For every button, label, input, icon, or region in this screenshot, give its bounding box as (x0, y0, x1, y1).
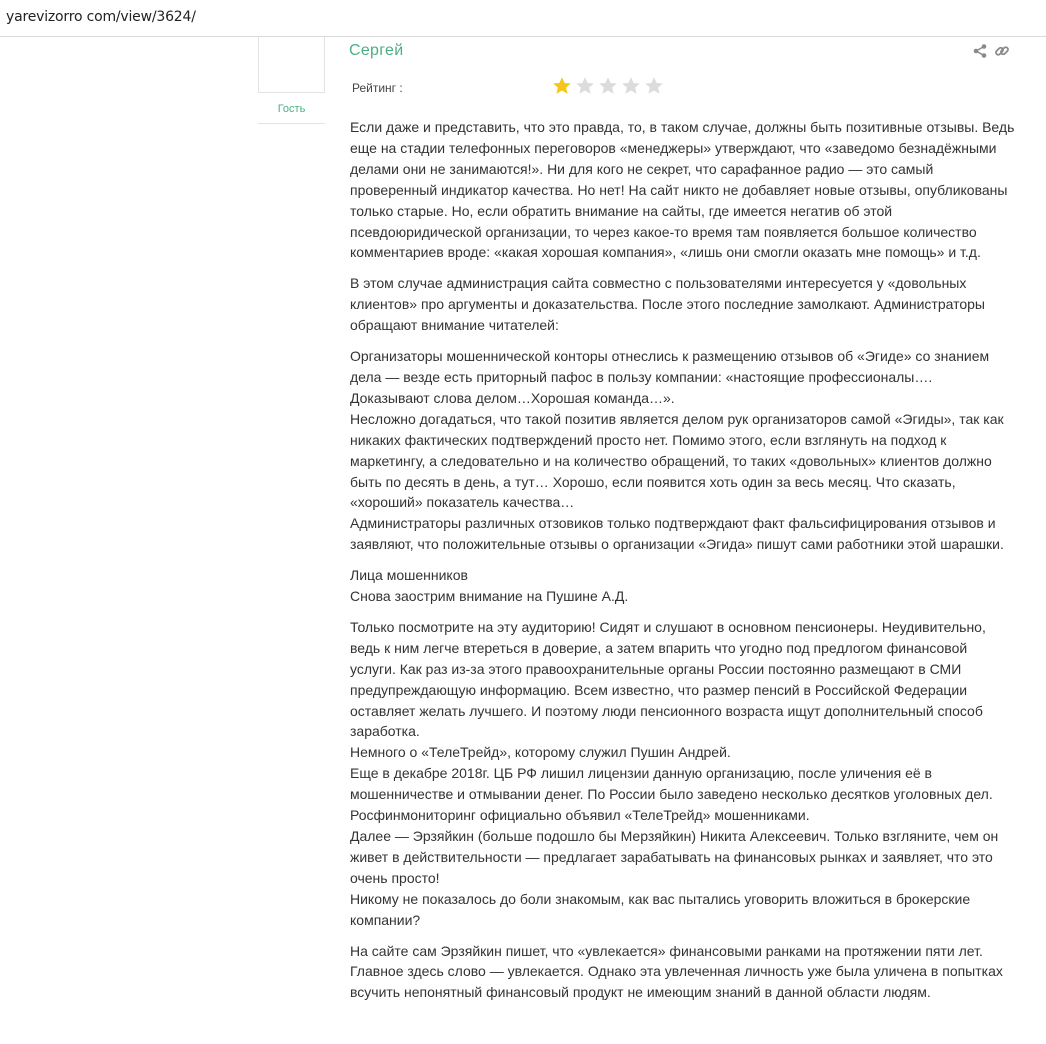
star-filled-icon[interactable] (552, 76, 572, 96)
comment-text-line: Лица мошенников (350, 567, 468, 584)
divider (258, 123, 325, 124)
comment-paragraph (350, 273, 1015, 336)
comment-text-line: Администраторы различных отзовиков только подтверждают факт фальсифицирования отзывов и заявляют, что положительные отзывы о организации «Эгида» пишут сами работники этой шарашки. (350, 515, 1004, 553)
comment-text-line: Снова заострим внимание на Пушине А.Д. (350, 588, 629, 605)
comment-paragraph (350, 617, 1015, 931)
comment-paragraph (350, 117, 1015, 263)
comment-text-line: В этом случае администрация сайта совместно с пользователями интересуется у «довольных клиентов» про аргументы и доказательства. После этого последние замолкают. Администраторы обращают внимание читателей: (350, 275, 985, 334)
comment-text-line: Еще в декабре 2018г. ЦБ РФ лишил лицензии данную организацию, после уличения её в мошенничестве и отмывании денег. По России было заведено несколько десятков уголовных дел. Росфинмониторинг официально объявил «ТелеТрейд» мошенниками. (350, 765, 993, 824)
comment-text-line: Далее — Эрзяйкин (больше подошло бы Мерзяйкин) Никита Алексеевич. Только взгляните, чем он живет в действительности — предлагает зарабатывать на финансовых рынках и заявляет, что это очень просто! (350, 828, 999, 886)
comment-paragraph (350, 346, 1015, 555)
url-text[interactable]: yarevizorro com/view/3624/ (6, 9, 196, 25)
star-empty-icon[interactable] (598, 76, 618, 96)
share-icon[interactable] (972, 43, 988, 59)
address-bar[interactable] (0, 0, 1046, 37)
comment-text-line: На сайте сам Эрзяйкин пишет, что «увлекается» финансовыми ранками на протяжении пяти лет. Главное здесь слово — увлекается. Однако эта увлеченная личность уже была уличена в попытках всучить непонятный финансовый продукт не имеющим знаний в данной области людям. (350, 942, 1003, 1001)
comment-text-line: Немного о «ТелеТрейд», которому служил Пушин Андрей. (350, 744, 731, 761)
comment-paragraph (350, 941, 1015, 1004)
comment-text-line: Только посмотрите на эту аудиторию! Сидят и слушают в основном пенсионеры. Неудивительно, ведь к ним легче втереться в доверие, а затем впарить что угодно под предлогом финансовой услуги. Как раз из-за этого правоохранительные органы России постоянно размещают в СМИ предупреждающую информацию. Всем известно, что размер пенсий в Российской Федерации оставляет желать лучшего. И поэтому люди пенсионного возраста ищут дополнительный способ заработка. (350, 618, 986, 740)
comment-text-line: Если даже и представить, что это правда, то, в таком случае, должны быть позитивные отзывы. Ведь еще на стадии телефонных переговоров «менеджеры» утверждают, что «заведомо безнадёжными делами они не занимаются!». Ни для кого не секрет, что сарафанное радио — это самый проверенный индикатор качества. Но нет! На сайт никто не добавляет новые отзывы, опубликованы только старые. Но, если обратить внимание на сайты, где имеется негатив об этой псевдоюридической организации, то через какое-то время там появляется большое количество комментариев вроде: «какая хорошая компания», «лишь они смогли оказать мне помощь» и т.д. (350, 119, 1015, 261)
author-name[interactable]: Сергей (349, 42, 404, 59)
comment-text-line: Организаторы мошеннической конторы отнеслись к размещению отзывов об «Эгиде» со знанием дела — везде есть приторный пафос в пользу компании: «настоящие профессионалы…. Доказывают слова делом…Хорошая команда…». (350, 348, 990, 406)
comment-text-line: Несложно догадаться, что такой позитив является делом рук организаторов самой «Эгиды», так как никаких фактических подтверждений просто нет. Помимо этого, если взглянуть на подход к маркетингу, а следовательно и на количество обращений, то таких «довольных» клиентов должно быть по десять в день, а тут… Хорошо, если появится хоть один за весь месяц. Что сказать, «хороший» показатель качества… (350, 410, 1004, 511)
star-empty-icon[interactable] (644, 76, 664, 96)
avatar (258, 37, 325, 93)
comment-text-line: Никому не показалось до боли знакомым, как вас пытались уговорить вложиться в брокерские компании? (350, 890, 971, 928)
user-role-label: Гость (277, 103, 306, 115)
comment-paragraph (350, 565, 1015, 607)
star-empty-icon[interactable] (575, 76, 595, 96)
star-empty-icon[interactable] (621, 76, 641, 96)
rating-stars (552, 76, 664, 96)
link-icon[interactable] (994, 43, 1010, 59)
comment-body (350, 117, 1015, 1013)
comment-actions (972, 43, 1010, 59)
rating-label: Рейтинг : (352, 81, 403, 95)
